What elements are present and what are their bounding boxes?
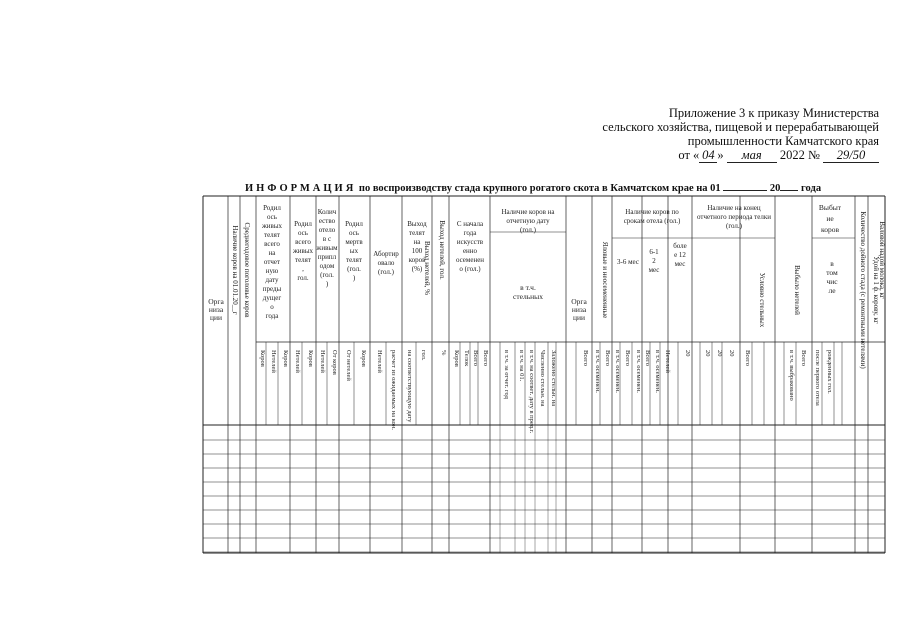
col-header-calvings: припл: [317, 253, 337, 261]
col-header-calvings: Колич: [317, 208, 337, 216]
col-header-calvings: живым: [316, 244, 338, 252]
col-header-born-prev-year: года: [265, 312, 279, 320]
col-header-calvings: ество: [318, 217, 336, 225]
col-header-heifer-yield: Выход нетелей, гол.: [438, 220, 446, 280]
col-header-pregnant: стельных: [513, 292, 543, 301]
subhead-label: после первого отела: [814, 350, 821, 406]
col-header-barren: Яловые и неосемененные: [601, 241, 609, 319]
col-header-calvings: ): [325, 280, 329, 288]
date-mid: »: [717, 148, 724, 162]
col-header-inseminated: искусств: [456, 238, 484, 246]
appendix-line-3: промышленности Камчатского края: [687, 134, 879, 148]
subhead-label: Всего: [644, 350, 651, 366]
appendix-line-1: Приложение 3 к приказу Министерства: [668, 106, 879, 120]
subhead-label: Нетелей: [376, 350, 383, 373]
col-header-heifers-end: (гол.): [725, 222, 743, 230]
col-header-in-that-number: в: [830, 259, 834, 268]
col-header-gross-milk: Валовой надой молока, кг: [878, 221, 886, 299]
col-header-born-prev-year: ную: [265, 267, 279, 275]
col-header-born-prev-year: дущег: [262, 294, 282, 302]
col-header-organizations: Орга: [208, 297, 224, 306]
col-header-calf-yield: Выход: [407, 220, 427, 228]
subhead-label: Телок: [463, 350, 470, 367]
subhead-label: %: [440, 350, 447, 356]
col-header-organizations: ции: [209, 313, 223, 322]
title-text: по воспроизводству стада крупного рогатого скота в Камчатском крае на 01: [358, 183, 721, 194]
date-day: 04: [699, 148, 717, 163]
col-header-organizations-2: Орга: [571, 297, 587, 306]
subhead-label: рожденных гол.: [826, 350, 833, 394]
col-header-calvings: (гол.: [320, 271, 334, 279]
col-header-avg-cows: Среднегодовое поголовье коров: [243, 222, 251, 318]
col-header-in-that-number: чис: [826, 277, 838, 286]
col-header-born-prev-year: о: [270, 303, 274, 311]
col-header-calf-yield: (%): [411, 265, 423, 273]
col-header-stillborn: ось: [349, 229, 359, 237]
subhead-label: Коров: [259, 350, 266, 367]
order-number: 29/50: [823, 148, 879, 163]
title-heading: ИНФОРМАЦИЯ: [245, 183, 357, 194]
col-header-milk-yield: Удой на 1 ф. корову, кг: [872, 256, 880, 324]
col-header-abortions: (гол.): [377, 268, 395, 276]
date-month: мая: [727, 148, 777, 163]
col-header-born-prev-year: живых: [261, 222, 283, 230]
title-year-suffix: года: [801, 183, 822, 194]
subhead-label: в т.ч. осеменен.: [635, 350, 642, 393]
col-header-born-prev-year: отчет: [263, 258, 281, 266]
col-header-organizations-2: ции: [572, 313, 586, 322]
col-header-cond-pregnant: Условно стельных: [758, 272, 766, 328]
col-header-stillborn: ых: [349, 247, 359, 255]
col-header-cows-present: отчетную дату: [506, 217, 550, 225]
col-header-6-12-months: 6-1: [649, 248, 659, 256]
subhead-label: в т.ч. осеменен.: [594, 350, 601, 393]
col-header-born-prev-year: дату: [265, 276, 279, 284]
subhead-label: в т.ч. за отчет. год: [503, 350, 510, 399]
col-header-heifers-end: отчетного периода телки: [697, 213, 771, 221]
col-header-stillborn: Родил: [345, 220, 363, 228]
col-header-calf-yield: коров: [408, 256, 426, 264]
col-header-born-total: гол.: [297, 274, 309, 282]
subhead-label: в т.ч. на соответ. дату в пред.г.: [528, 350, 535, 434]
subhead-label: 20: [704, 350, 711, 357]
col-header-retired-cows: Выбыт: [818, 203, 842, 212]
date-year-no: 2022 №: [779, 148, 820, 162]
subhead-label: 20: [716, 350, 723, 357]
subhead-label: Коров: [282, 350, 289, 367]
col-header-in-that-number: ле: [828, 286, 836, 295]
subhead-label: Коров: [453, 350, 460, 367]
col-header-cows-jan: Наличие коров на 01.01.20__г: [231, 225, 239, 315]
col-header-over-12-months: боле: [673, 242, 687, 250]
col-header-heifer-yield-pct: Выход нетелей, %: [423, 241, 431, 295]
date-prefix: от «: [678, 148, 700, 162]
col-header-born-total: телят: [295, 256, 311, 264]
subhead-label: Всего: [582, 350, 589, 366]
subhead-label: От коров: [331, 350, 338, 375]
subhead-label: в т.ч. выбраковано: [788, 350, 795, 401]
col-header-born-total: всего: [295, 238, 311, 246]
col-header-born-total: Родил: [294, 220, 312, 228]
col-header-calf-yield: телят: [409, 229, 425, 237]
subhead-label: гол.: [420, 350, 427, 361]
col-header-calving-terms: срокам отела (гол.): [623, 217, 681, 225]
subhead-label: в т.ч. осеменен.: [654, 350, 661, 393]
subhead-label: Всего: [744, 350, 751, 366]
col-header-dairy-herd: Количество дойного стада (с ремонтными нетелями): [859, 211, 867, 369]
col-header-stillborn: телят: [346, 256, 362, 264]
col-header-inseminated: енно: [462, 247, 478, 255]
col-header-inseminated: осеменен: [455, 256, 485, 264]
col-header-organizations: низа: [208, 305, 224, 314]
col-header-6-12-months: мес: [648, 266, 660, 274]
col-header-6-12-months: 2: [652, 257, 656, 265]
subhead-label: Всего: [624, 350, 631, 366]
subhead-label: Нетелей: [664, 350, 671, 373]
col-header-3-6-months: 3-6 мес: [617, 258, 639, 266]
col-header-born-total: ось: [298, 229, 308, 237]
appendix-line-2: сельского хозяйства, пищевой и перерабатывающей: [602, 120, 879, 134]
col-header-inseminated: С начала: [456, 220, 484, 228]
col-header-born-total: живых: [292, 247, 314, 255]
col-header-calving-terms: Наличие коров по: [625, 208, 679, 216]
col-header-born-prev-year: всего: [264, 240, 280, 248]
subhead-label: Коров: [307, 350, 314, 367]
col-header-born-prev-year: Родил: [263, 204, 281, 212]
col-header-born-prev-year: телят: [264, 231, 280, 239]
subhead-label: Нетелей: [294, 350, 301, 373]
subhead-label: Нетелей: [319, 350, 326, 373]
title-year-prefix: 20: [769, 183, 781, 194]
subhead-label: 20: [684, 350, 691, 357]
col-header-born-prev-year: преды: [262, 285, 282, 293]
col-header-organizations-2: низа: [571, 305, 587, 314]
col-header-born-total: ,: [302, 265, 304, 273]
col-header-inseminated: о (гол.): [459, 265, 481, 273]
subhead-label: на соответствующую дату: [406, 350, 413, 423]
subhead-label: Нетелей: [270, 350, 277, 373]
col-header-over-12-months: мес: [674, 260, 686, 268]
col-header-cows-present: Наличие коров на: [501, 208, 555, 216]
subhead-label: Всего: [800, 350, 807, 366]
subhead-label: Всего: [482, 350, 489, 366]
subhead-label: Коров: [360, 350, 367, 367]
col-header-in-that-number: том: [826, 268, 838, 277]
col-header-calvings: одом: [319, 262, 335, 270]
col-header-calf-yield: на: [413, 238, 421, 246]
col-header-cows-present: (гол.): [519, 226, 537, 234]
col-header-heifers-end: Наличие на конец: [707, 204, 761, 212]
col-header-calvings: в с: [322, 235, 332, 243]
col-header-stillborn: мертв: [345, 238, 363, 246]
subhead-label: От нетелей: [345, 350, 352, 381]
col-header-calvings: отело: [318, 226, 336, 234]
col-header-inseminated: года: [463, 229, 477, 237]
subhead-label: расчет из ожидаемых на кон.: [390, 350, 397, 430]
col-header-born-prev-year: ось: [267, 213, 277, 221]
subhead-label: Численно стельн. на: [539, 350, 546, 407]
col-header-retired-cows: коров: [820, 225, 840, 234]
subhead-label: в т.ч. осеменен.: [614, 350, 621, 393]
subhead-label: в т.ч. на 01.: [518, 350, 525, 382]
subhead-label: Заложено стельн. на: [550, 350, 557, 407]
subhead-label: 20: [728, 350, 735, 357]
subhead-label: Всего: [604, 350, 611, 366]
col-header-stillborn: ): [352, 274, 356, 282]
col-header-retired-cows: ие: [826, 214, 834, 223]
col-header-abortions: Абортир: [373, 250, 399, 258]
col-header-pregnant: в т.ч.: [520, 283, 536, 292]
col-header-over-12-months: е 12: [674, 251, 686, 259]
col-header-stillborn: (гол.: [347, 265, 361, 273]
col-header-abortions: овало: [377, 259, 395, 267]
col-header-calf-yield: 100: [411, 247, 423, 255]
col-header-born-prev-year: на: [268, 249, 276, 257]
col-header-retired-heifers: Выбыло нетелей: [793, 265, 801, 315]
subhead-label: Всего: [472, 350, 479, 366]
